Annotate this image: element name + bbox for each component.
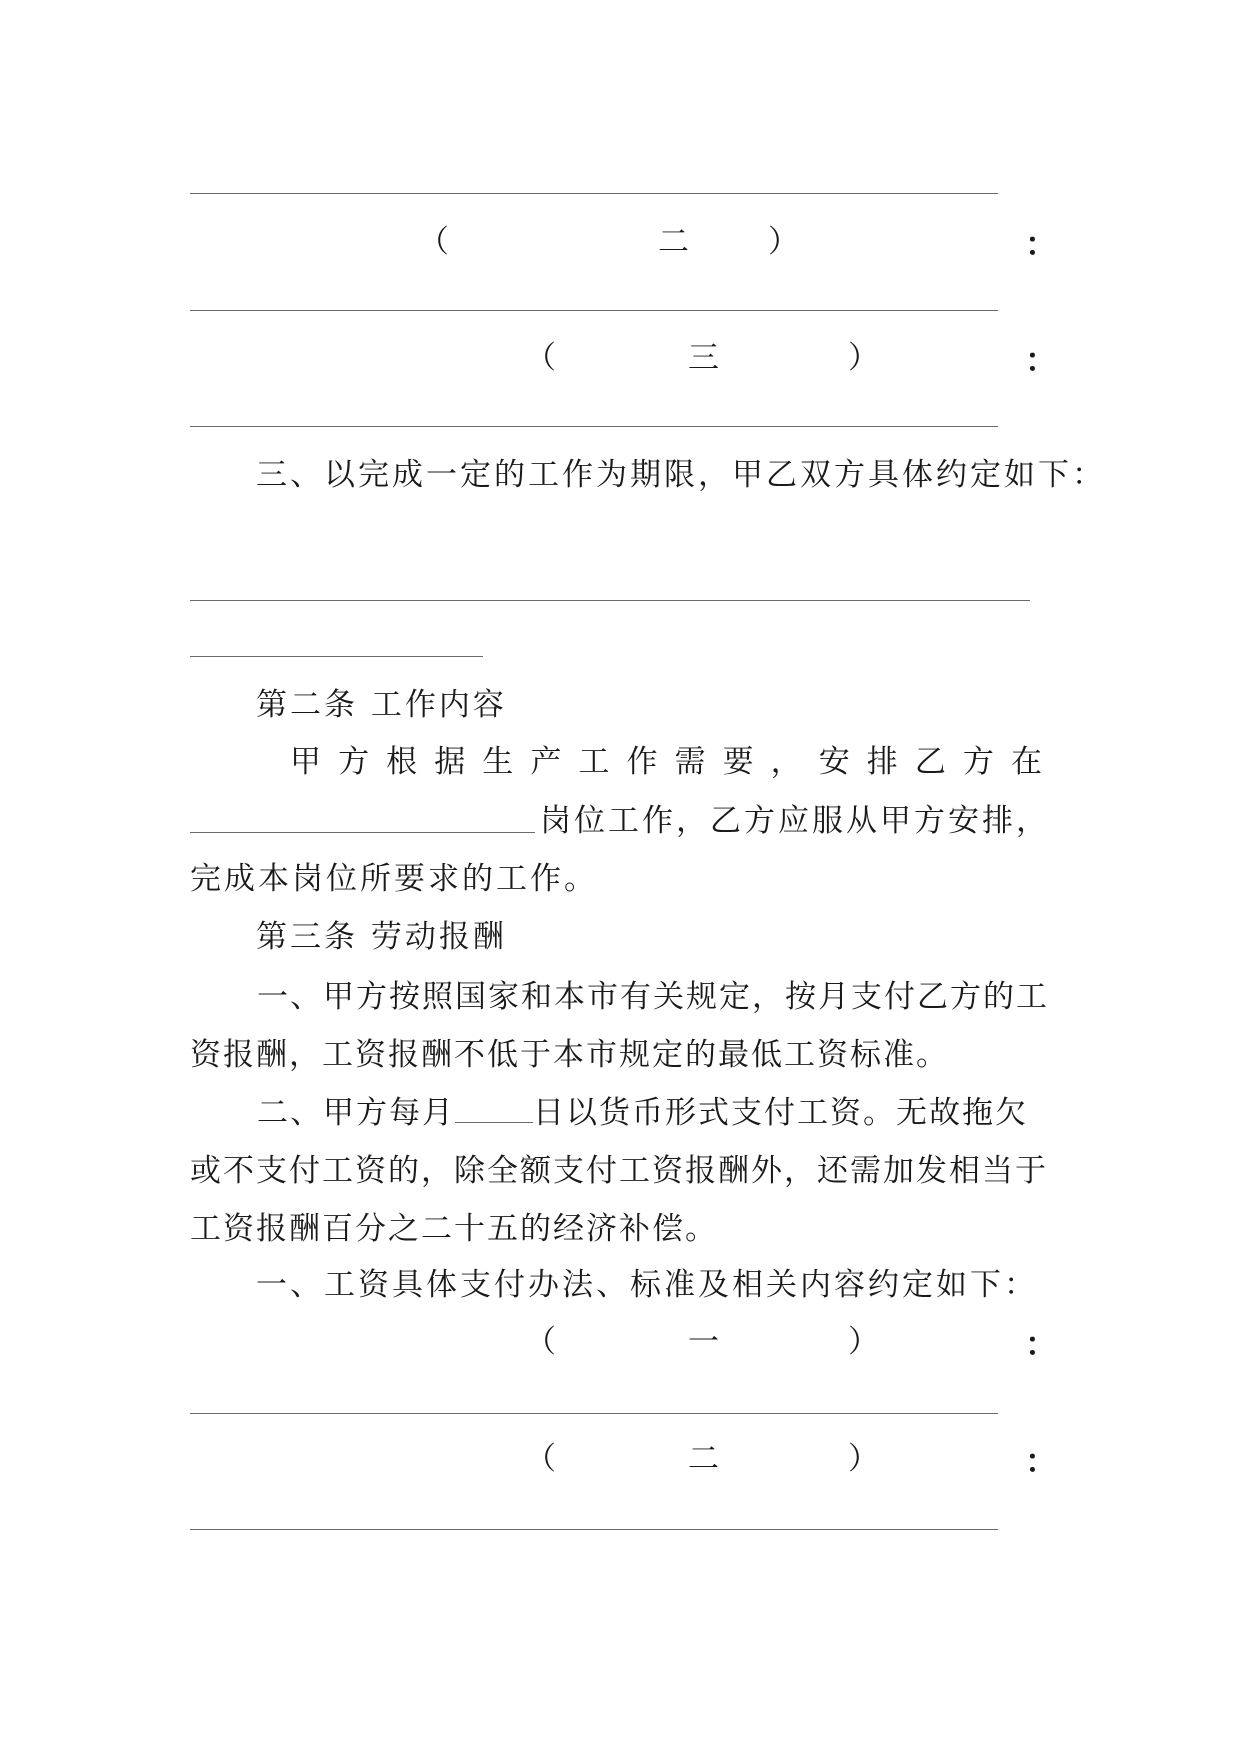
item-number: 二 [688,1441,719,1477]
blank-line [190,1529,998,1530]
blank-field-position [190,832,535,833]
item-number: 三 [688,340,719,376]
article2-body-line1: 甲 方 根 据 生 产 工 作 需 要 ， 安 排 乙 方 在 [290,744,1042,780]
article2-body-line2: 岗位工作，乙方应服从甲方安排， [540,803,1050,839]
article3-p1: 一、甲方按照国家和本市有关规定，按月支付乙方的工资报酬，工资报酬不低于本市规定的最低工资标准。 [190,979,1049,1073]
item-close-paren: ） [848,1441,879,1477]
blank-line [190,426,998,427]
blank-field-payday [455,1094,533,1123]
item-colon: ： [1025,1442,1058,1480]
item-colon: ： [1025,225,1058,263]
clause-term-3: 三、以完成一定的工作为期限，甲乙双方具体约定如下： [256,457,1106,493]
article3-p3: 一、工资具体支付办法、标准及相关内容约定如下： [256,1267,1038,1303]
item-number: 一 [688,1324,719,1360]
item-colon: ： [1025,1325,1058,1363]
article3-p2: 二、甲方每月 日以货币形式支付工资。无故拖欠或不支付工资的，除全额支付工资报酬外，还需加发相当于工资报酬百分之二十五的经济补偿。 [190,1095,1048,1247]
blank-line [190,193,998,194]
item-open-paren: （ [525,340,556,376]
article2-heading: 第二条 工作内容 [256,687,507,723]
item-close-paren: ） [848,340,879,376]
article3-heading: 第三条 劳动报酬 [256,919,507,955]
item-number: 二 [658,224,689,260]
item-open-paren: （ [525,1324,556,1360]
item-open-paren: （ [525,1441,556,1477]
item-colon: ： [1025,341,1058,379]
blank-line [190,310,998,311]
item-open-paren: （ [418,224,449,260]
blank-line [190,656,483,657]
item-close-paren: ） [768,224,799,260]
item-close-paren: ） [848,1324,879,1360]
blank-line [190,600,1030,601]
article2-body-line3: 完成本岗位所要求的工作。 [190,861,598,897]
blank-line [190,1413,998,1414]
